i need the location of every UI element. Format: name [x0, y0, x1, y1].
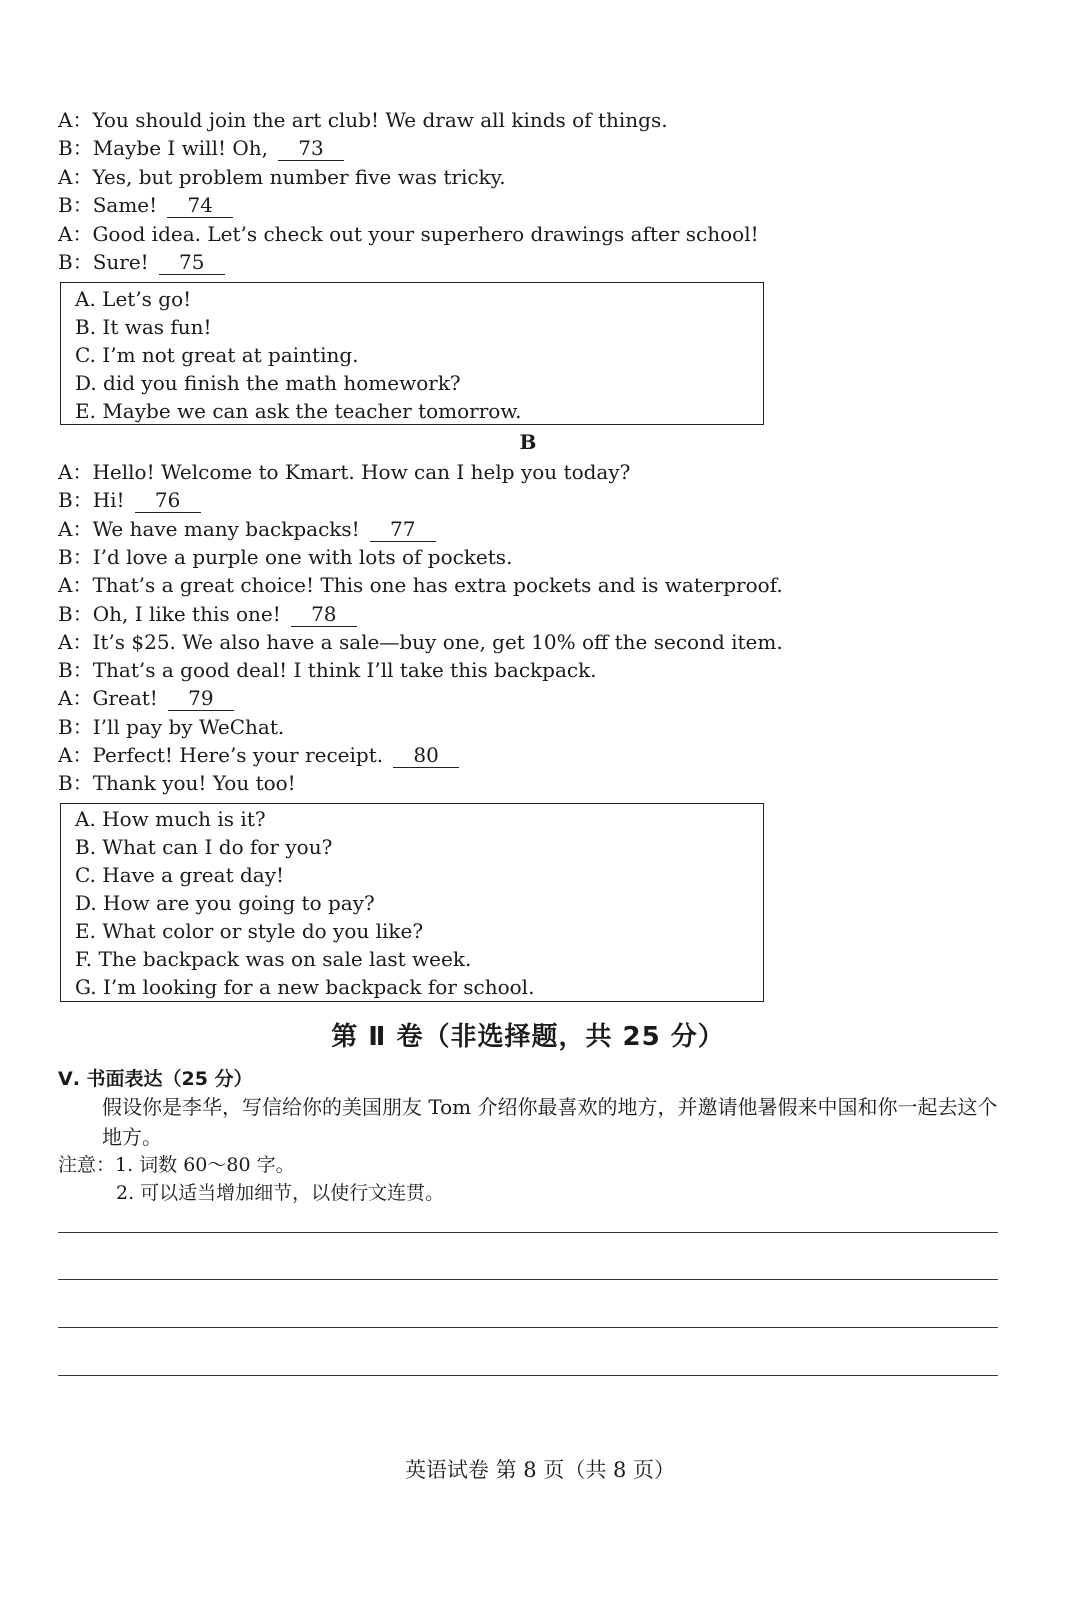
speaker-label: A — [58, 686, 73, 711]
writing-prompt-text: 假设你是李华，写信给你的美国朋友 Tom 介绍你最喜欢的地方，并邀请他暑假来中国和你一起去这个地方。 — [102, 1095, 998, 1149]
dialogue-line — [58, 163, 506, 191]
writing-prompt — [58, 1092, 998, 1152]
dialogue-line — [58, 769, 296, 797]
dialogue-text: I’d love a purple one with lots of pockets. — [92, 544, 513, 569]
answer-blank[interactable]: 80 — [393, 743, 459, 768]
speaker-label: B — [58, 714, 73, 739]
speaker-colon: ： — [72, 771, 93, 796]
option-item: E. What color or style do you like? — [75, 919, 424, 943]
option-item: D. How are you going to pay? — [75, 891, 375, 915]
speaker-colon: ： — [72, 601, 93, 626]
dialogue-text: We have many backpacks! — [92, 516, 360, 541]
speaker-colon: ： — [72, 460, 93, 484]
option-item: D. did you finish the math homework? — [75, 371, 461, 395]
dialogue-line — [58, 515, 436, 543]
dialogue-text: Hi! — [92, 488, 125, 513]
answer-blank[interactable]: 73 — [278, 136, 344, 161]
speaker-colon: ： — [72, 686, 93, 711]
dialogue-line — [58, 628, 783, 656]
writing-note-2: 2. 可以适当增加细节，以使行文连贯。 — [116, 1182, 445, 1204]
dialogue-line — [58, 684, 234, 712]
dialogue-text: It’s $25. We also have a sale—buy one, get 10% off the second item. — [92, 629, 783, 654]
speaker-label: A — [58, 164, 73, 189]
speaker-colon: ： — [72, 658, 93, 683]
dialogue-line — [58, 248, 225, 276]
speaker-label: B — [58, 658, 73, 683]
dialogue-line — [58, 486, 201, 514]
answer-line[interactable] — [58, 1327, 998, 1328]
speaker-label: B — [58, 488, 73, 513]
option-item: G. I’m looking for a new backpack for school. — [75, 975, 535, 999]
speaker-label: A — [58, 743, 73, 767]
dialogue-text: Hello! Welcome to Kmart. How can I help you today? — [92, 460, 631, 484]
answer-blank[interactable]: 76 — [135, 488, 201, 513]
writing-heading: Ⅴ. 书面表达（25 分） — [58, 1068, 253, 1090]
speaker-label: A — [58, 108, 73, 132]
dialogue-text: That’s a good deal! I think I’ll take this backpack. — [92, 658, 597, 683]
dialogue-text: Good idea. Let’s check out your superhero drawings after school! — [92, 221, 759, 246]
option-item: A. How much is it? — [75, 807, 266, 831]
dialogue-line — [58, 458, 630, 486]
dialogue-line — [58, 713, 284, 741]
speaker-colon: ： — [72, 714, 93, 739]
speaker-label: B — [58, 193, 73, 218]
speaker-colon: ： — [72, 629, 93, 654]
options-box-a — [60, 282, 764, 425]
option-item: C. Have a great day! — [75, 863, 285, 887]
option-item: F. The backpack was on sale last week. — [75, 947, 472, 971]
option-item: A. Let’s go! — [75, 287, 192, 311]
speaker-colon: ： — [72, 743, 93, 767]
speaker-label: A — [58, 516, 73, 541]
dialogue-line — [58, 220, 759, 248]
speaker-colon: ： — [72, 573, 93, 598]
part-two-title: 第 Ⅱ 卷（非选择题，共 25 分） — [331, 1022, 725, 1052]
option-item: C. I’m not great at painting. — [75, 343, 359, 367]
speaker-label: B — [58, 136, 73, 161]
speaker-colon: ： — [72, 250, 93, 274]
speaker-label: A — [58, 460, 73, 484]
dialogue-text: Maybe I will! Oh, — [92, 136, 268, 161]
answer-blank[interactable]: 74 — [167, 193, 233, 218]
answer-line[interactable] — [58, 1232, 998, 1233]
speaker-colon: ： — [72, 221, 93, 246]
section-b-label: B — [519, 430, 537, 454]
speaker-label: B — [58, 601, 73, 626]
speaker-label: B — [58, 771, 73, 796]
answer-line[interactable] — [58, 1279, 998, 1280]
speaker-colon: ： — [72, 164, 93, 189]
speaker-colon: ： — [72, 136, 93, 161]
speaker-label: A — [58, 221, 73, 246]
option-item: B. What can I do for you? — [75, 835, 333, 859]
dialogue-line — [58, 134, 344, 162]
answer-blank[interactable]: 77 — [370, 517, 436, 542]
dialogue-text: Perfect! Here’s your receipt. — [92, 743, 384, 767]
dialogue-text: You should join the art club! We draw all kinds of things. — [92, 108, 668, 132]
dialogue-line — [58, 741, 459, 769]
dialogue-text: Great! — [92, 686, 158, 711]
speaker-label: A — [58, 629, 73, 654]
speaker-label: B — [58, 250, 73, 274]
dialogue-line — [58, 600, 357, 628]
answer-line[interactable] — [58, 1375, 998, 1376]
dialogue-text: That’s a great choice! This one has extra pockets and is waterproof. — [92, 573, 783, 598]
dialogue-text: Yes, but problem number five was tricky. — [92, 164, 506, 189]
writing-note-1: 注意：1. 词数 60～80 字。 — [58, 1154, 295, 1176]
speaker-colon: ： — [72, 488, 93, 513]
page-footer: 英语试卷 第 8 页（共 8 页） — [404, 1458, 676, 1482]
speaker-label: B — [58, 544, 73, 569]
speaker-colon: ： — [72, 108, 93, 132]
speaker-colon: ： — [72, 516, 93, 541]
dialogue-text: Same! — [92, 193, 158, 218]
dialogue-text: Thank you! You too! — [92, 771, 296, 796]
dialogue-text: I’ll pay by WeChat. — [92, 714, 285, 739]
dialogue-line — [58, 191, 233, 219]
dialogue-line — [58, 106, 668, 134]
speaker-colon: ： — [72, 544, 93, 569]
answer-blank[interactable]: 78 — [291, 602, 357, 627]
dialogue-text: Sure! — [92, 250, 149, 274]
dialogue-line — [58, 571, 783, 599]
speaker-colon: ： — [72, 193, 93, 218]
answer-blank[interactable]: 79 — [168, 686, 234, 711]
options-box-b — [60, 803, 764, 1002]
dialogue-text: Oh, I like this one! — [92, 601, 281, 626]
option-item: E. Maybe we can ask the teacher tomorrow. — [75, 399, 522, 423]
answer-blank[interactable]: 75 — [159, 250, 225, 275]
dialogue-line — [58, 656, 597, 684]
dialogue-line — [58, 543, 512, 571]
option-item: B. It was fun! — [75, 315, 212, 339]
speaker-label: A — [58, 573, 73, 598]
